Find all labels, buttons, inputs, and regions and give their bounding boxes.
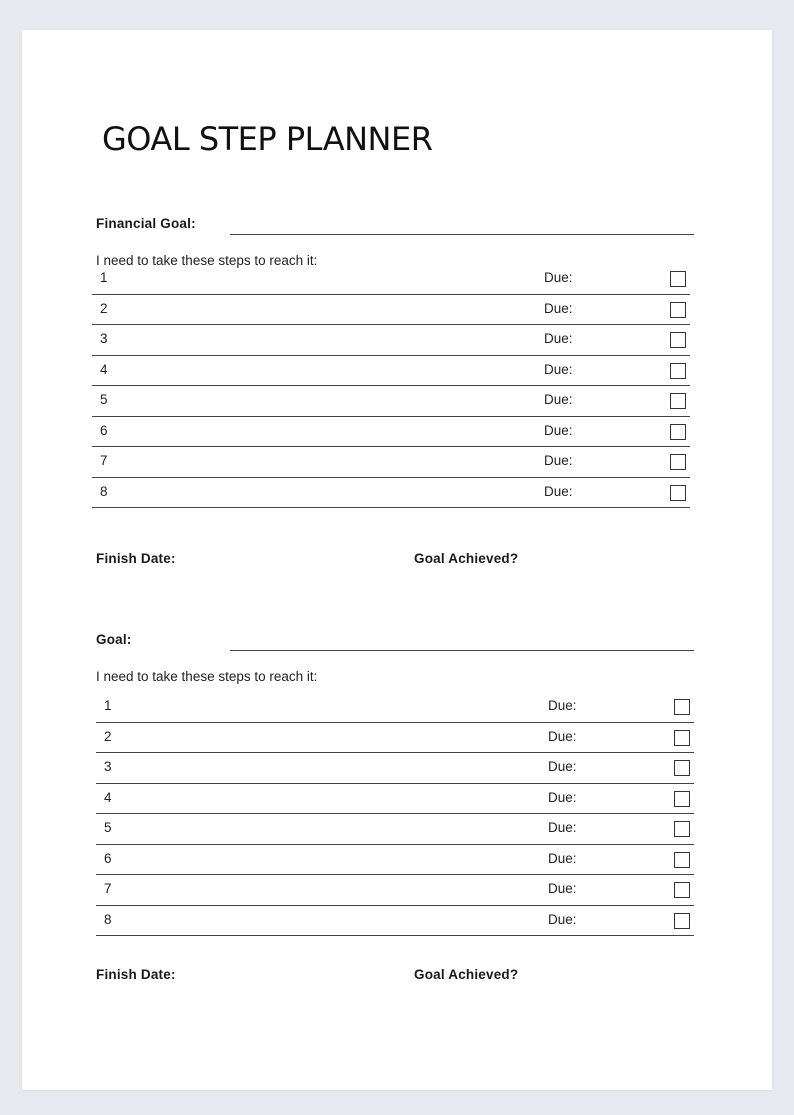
due-label: Due: [548,759,577,774]
step-checkbox[interactable] [674,730,690,746]
step-checkbox[interactable] [670,332,686,348]
step-checkbox[interactable] [674,699,690,715]
step-number: 3 [100,331,108,346]
step-row[interactable] [92,417,690,448]
step-checkbox[interactable] [674,821,690,837]
goal-achieved-label: Goal Achieved? [414,967,519,982]
due-label: Due: [548,911,577,927]
step-number: 2 [104,728,112,744]
step-row[interactable] [92,325,690,356]
due-label: Due: [548,850,577,866]
due-label: Due: [544,331,573,346]
due-label: Due: [548,728,577,744]
step-checkbox[interactable] [670,393,686,409]
step-checkbox[interactable] [674,852,690,868]
step-row[interactable] [92,447,690,478]
step-number: 8 [104,911,112,927]
step-checkbox[interactable] [674,760,690,776]
step-number: 6 [104,850,112,866]
step-checkbox[interactable] [670,424,686,440]
step-checkbox[interactable] [674,913,690,929]
step-number: 5 [100,392,108,407]
step-row[interactable] [96,845,694,876]
due-label: Due: [548,789,577,805]
step-checkbox[interactable] [670,271,686,287]
step-row[interactable] [92,478,690,509]
due-label: Due: [548,698,577,713]
page-title: GOAL STEP PLANNER [102,120,433,158]
financial-goal-input-line[interactable] [230,234,694,235]
goal-label: Goal: [96,632,132,647]
step-number: 4 [104,789,112,805]
step-number: 7 [104,881,112,896]
step-row[interactable] [92,356,690,387]
goal-achieved-label: Goal Achieved? [414,551,519,566]
finish-date-label: Finish Date: [96,967,176,982]
goal-input-line[interactable] [230,650,694,651]
steps-intro: I need to take these steps to reach it: [96,253,318,268]
step-number: 4 [100,361,108,377]
due-label: Due: [544,453,573,468]
due-label: Due: [544,422,573,438]
step-number: 3 [104,759,112,774]
step-row[interactable] [96,906,694,937]
step-row[interactable] [96,723,694,754]
step-checkbox[interactable] [674,791,690,807]
step-number: 1 [104,698,112,713]
step-row[interactable] [96,692,694,723]
step-row[interactable] [92,386,690,417]
steps-list [96,692,694,936]
step-checkbox[interactable] [670,302,686,318]
step-row[interactable] [92,295,690,326]
step-number: 1 [100,270,108,285]
step-row[interactable] [96,814,694,845]
step-number: 6 [100,422,108,438]
step-number: 5 [104,820,112,835]
step-checkbox[interactable] [670,454,686,470]
due-label: Due: [548,881,577,896]
financial-goal-label: Financial Goal: [96,216,196,231]
due-label: Due: [548,820,577,835]
steps-list [92,264,690,508]
due-label: Due: [544,483,573,499]
step-row[interactable] [92,264,690,295]
step-checkbox[interactable] [674,882,690,898]
finish-date-label: Finish Date: [96,551,176,566]
due-label: Due: [544,361,573,377]
step-row[interactable] [96,753,694,784]
due-label: Due: [544,270,573,285]
due-label: Due: [544,392,573,407]
step-checkbox[interactable] [670,485,686,501]
step-row[interactable] [96,875,694,906]
planner-sheet [22,30,772,1090]
step-number: 2 [100,300,108,316]
step-number: 8 [100,483,108,499]
step-checkbox[interactable] [670,363,686,379]
due-label: Due: [544,300,573,316]
step-row[interactable] [96,784,694,815]
step-number: 7 [100,453,108,468]
steps-intro: I need to take these steps to reach it: [96,669,318,684]
